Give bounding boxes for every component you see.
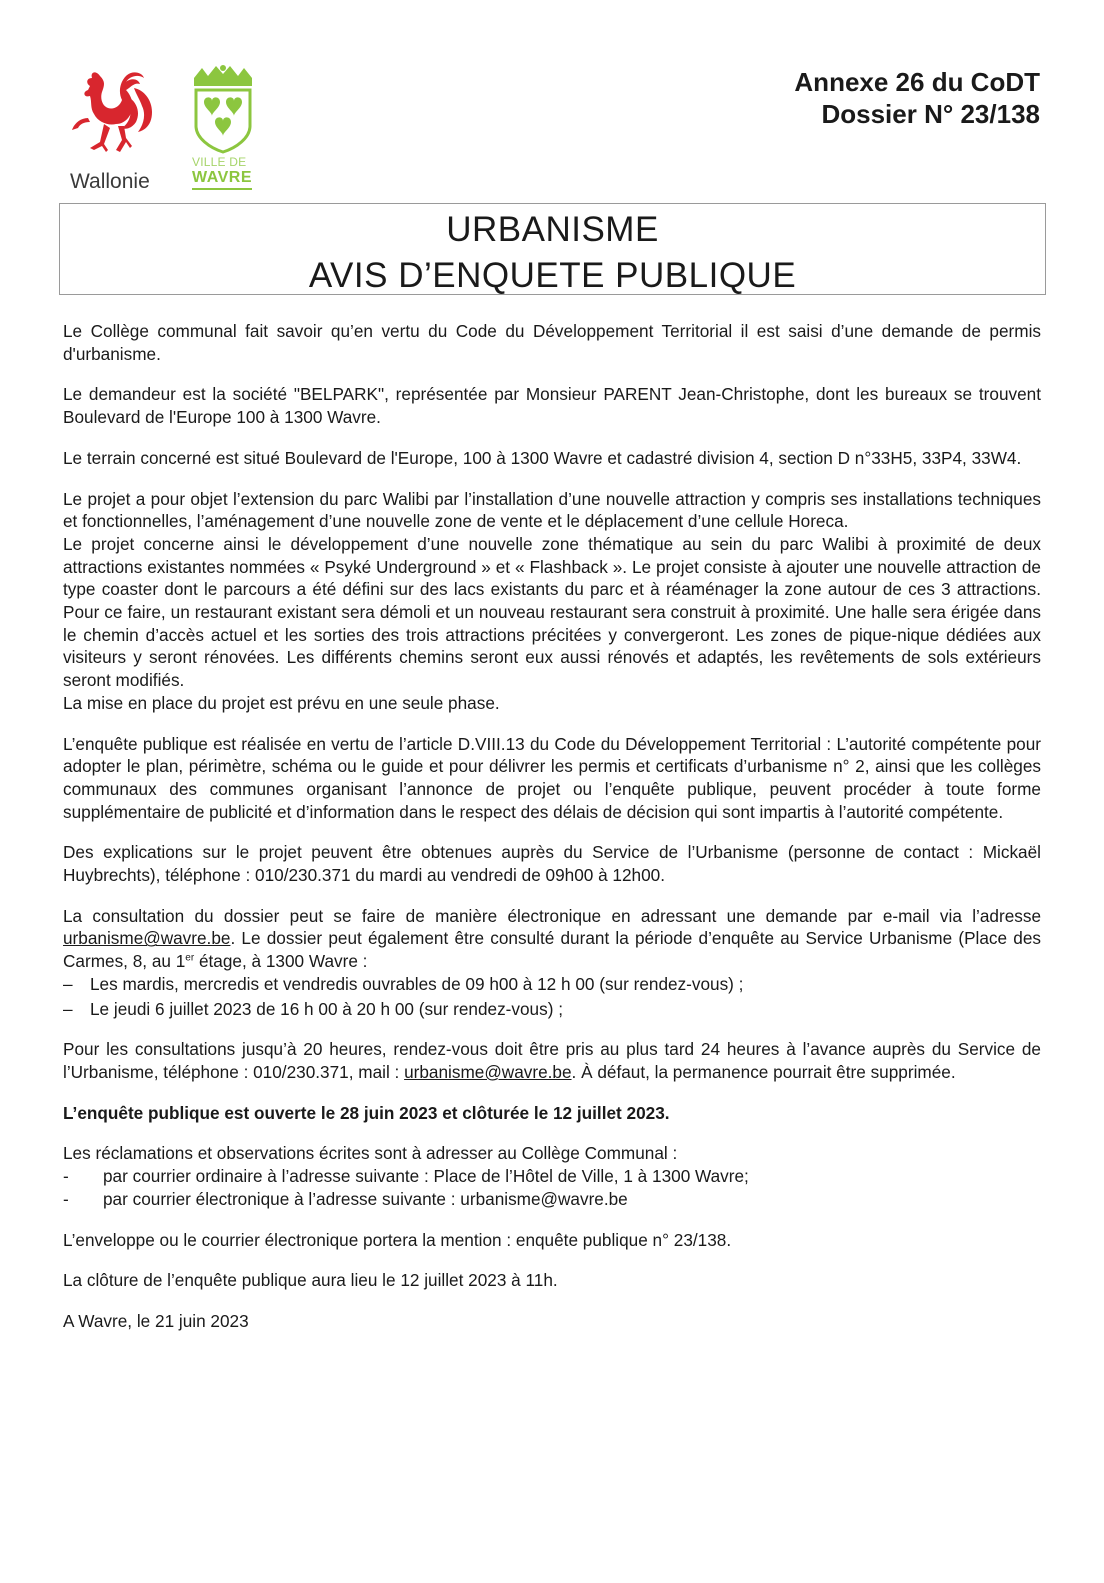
signature-date: A Wavre, le 21 juin 2023 <box>63 1310 249 1331</box>
document-reference <box>794 66 1040 130</box>
paragraph-project-phase: La mise en place du projet est prévu en une seule phase. <box>63 692 500 713</box>
paragraph-consultation: La consultation du dossier peut se faire de manière électronique en adressant une demande par e-mail via l’adresse urbanisme@wavre.be. Le dossier peut également être consulté durant la période d’enquête au Service Urbanisme (Place des Carmes, 8, au 1er étage, à 1300 Wavre : <box>63 905 1041 972</box>
page-title: URBANISME <box>446 210 659 249</box>
paragraph-intro: Le Collège communal fait savoir qu’en vertu du Code du Développement Territorial il est saisi d’une demande de permis d'urbanisme. <box>63 321 1041 364</box>
paragraph-applicant: Le demandeur est la société "BELPARK", représentée par Monsieur PARENT Jean-Christophe, dont les bureaux se trouvent Boulevard de l'Europe 100 à 1300 Wavre. <box>63 384 1041 428</box>
paragraph-claims: Les réclamations et observations écrites sont à adresser au Collège Communal : <box>63 1143 678 1164</box>
rooster-icon <box>68 68 160 168</box>
paragraph-closing: La clôture de l’enquête publique aura lieu le 12 juillet 2023 à 11h. <box>63 1270 558 1291</box>
title-box <box>59 203 1046 295</box>
paragraph-evening-consultation: Pour les consultations jusqu’à 20 heures, rendez-vous doit être pris au plus tard 24 heures à l’avance auprès du Service de l’Urbanisme, téléphone : 010/230.371, mail : urbanisme@wavre.be. À défaut, la permanence pourrait être supprimée. <box>63 1039 1041 1082</box>
paragraph-project-object: Le projet a pour objet l’extension du parc Walibi par l’installation d’une nouvelle attraction y compris ses installations techniques et fonctionnelles, l’aménagement d’une nouvelle zone de vente et le déplacement d’une cellule Horeca. <box>63 488 1041 532</box>
schedule-list <box>63 973 1041 1020</box>
email-link[interactable]: urbanisme@wavre.be <box>63 928 231 949</box>
notice-body <box>63 320 1041 1351</box>
annexe-label: Annexe 26 du CoDT <box>794 67 1040 97</box>
list-item: - par courrier électronique à l’adresse suivante : urbanisme@wavre.be <box>63 1188 628 1209</box>
wavre-label-line2: WAVRE <box>192 169 252 186</box>
paragraph-contact: Des explications sur le projet peuvent être obtenues auprès du Service de l’Urbanisme (personne de contact : Mickaël Huybrechts), téléphone : 010/230.371 du mardi au vendredi de 09h00 à 12h00. <box>63 842 1041 886</box>
list-item: - par courrier ordinaire à l’adresse suivante : Place de l’Hôtel de Ville, 1 à 1300 Wavre; <box>63 1166 749 1187</box>
page-subtitle: AVIS D’ENQUETE PUBLIQUE <box>308 256 797 295</box>
claims-list <box>63 1165 1041 1210</box>
wavre-label-line1: VILLE DE <box>192 155 247 169</box>
email-link[interactable]: urbanisme@wavre.be <box>404 1061 572 1082</box>
logos <box>64 62 264 197</box>
wallonie-label: Wallonie <box>70 170 150 193</box>
paragraph-inquiry-dates: L’enquête publique est ouverte le 28 juin 2023 et clôturée le 12 juillet 2023. <box>63 1102 670 1123</box>
dossier-number: Dossier N° 23/138 <box>821 99 1040 129</box>
paragraph-legal-basis: L’enquête publique est réalisée en vertu de l’article D.VIII.13 du Code du Développement Territorial : L’autorité compétente pour adopter le plan, périmètre, schéma ou le guide et pour délivrer les permis et certificats d’urbanisme n° 2, ainsi que les collèges communaux des communes organisant l’annonce de projet ou l’enquête publique, peuvent procéder à toute forme supplémentaire de publicité et d’information dans le respect des délais de décision qui sont impartis à l’autorité compétente. <box>63 733 1041 822</box>
paragraph-mention: L’enveloppe ou le courrier électronique portera la mention : enquête publique n° 23/138. <box>63 1229 732 1250</box>
wavre-underline <box>192 188 252 190</box>
wallonie-logo <box>64 62 164 197</box>
list-item: – Les mardis, mercredis et vendredis ouvrables de 09 h00 à 12 h 00 (sur rendez-vous) ; <box>63 973 744 994</box>
paragraph-project-details: Le projet concerne ainsi le développement d’une nouvelle zone thématique au sein du parc Walibi à proximité de deux attractions existantes nommées « Psyké Underground » et « Flashback ». Le projet consiste à ajouter une nouvelle attraction de type coaster dont le parcours a été défini sur des lacs existants du parc et à réaménager la zone autour de ces 3 attractions. Pour ce faire, un restaurant existant sera démoli et un nouveau restaurant sera construit à proximité. Une halle sera érigée dans le chemin d’accès actuel et les sorties des trois attractions précitées y convergeront. Les zones de pique-nique dédiées aux visiteurs y seront rénovées. Les différents chemins seront eux aussi rénovés et adaptés, les revêtements de sols extérieurs seront modifiés. <box>63 533 1041 691</box>
paragraph-site: Le terrain concerné est situé Boulevard de l'Europe, 100 à 1300 Wavre et cadastré division 4, section D n°33H5, 33P4, 33W4. <box>63 447 1022 468</box>
wavre-crest-icon <box>190 64 256 154</box>
list-item: – Le jeudi 6 juillet 2023 de 16 h 00 à 20 h 00 (sur rendez-vous) ; <box>63 998 563 1019</box>
